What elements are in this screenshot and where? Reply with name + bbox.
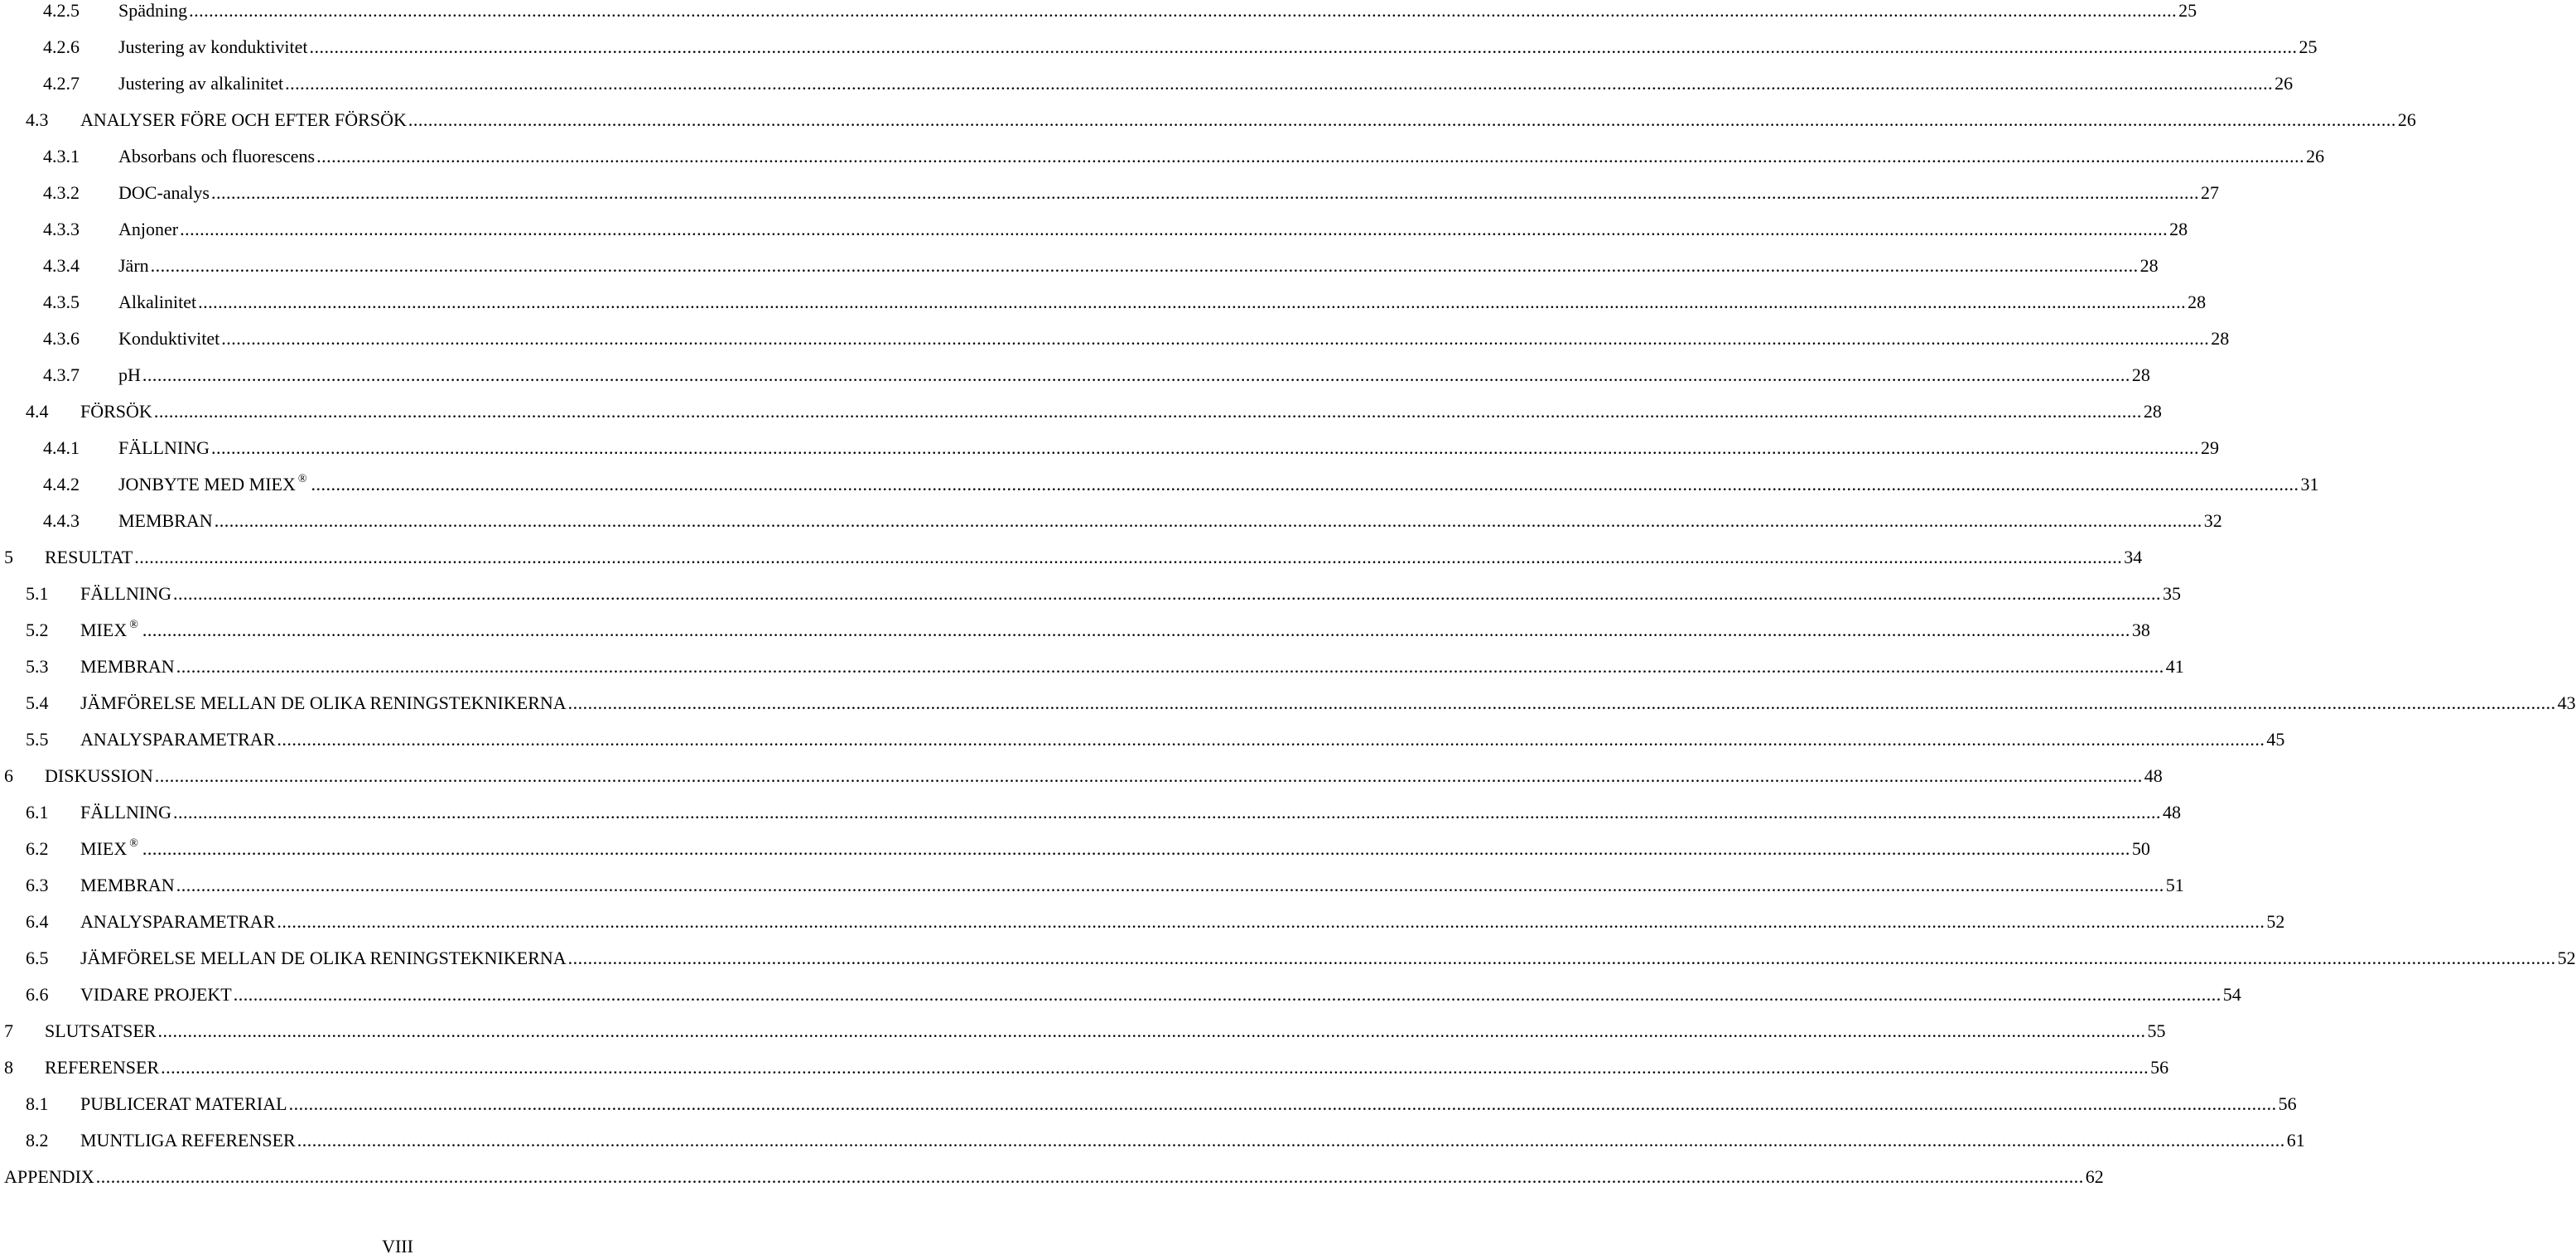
toc-entry-title: REFERENSER — [45, 1057, 160, 1078]
toc-dot-leader: ................................................................................................................................................................................................................................................................................................................................................................................................................ — [173, 583, 2161, 604]
toc-dot-leader: ................................................................................................................................................................................................................................................................................................................................................................................................................ — [214, 510, 2202, 531]
toc-entry-title: Spädning — [118, 0, 188, 21]
toc-entry-number: 4.4 — [26, 401, 49, 422]
toc-dot-leader: ................................................................................................................................................................................................................................................................................................................................................................................................................ — [176, 656, 2164, 677]
toc-entry-number: 5.4 — [26, 692, 49, 713]
toc-entry-line — [118, 211, 2188, 248]
toc-entry[interactable] — [0, 29, 2318, 65]
toc-entry[interactable] — [0, 1013, 2166, 1049]
toc-entry-page: 56 — [2278, 1093, 2297, 1114]
toc-entry-page: 28 — [2188, 292, 2207, 312]
toc-entry-title: ANALYSER FÖRE OCH EFTER FÖRSÖK — [80, 109, 407, 130]
toc-dot-leader: ................................................................................................................................................................................................................................................................................................................................................................................................................ — [95, 1166, 2084, 1187]
toc-entry-number: 5.5 — [26, 729, 49, 750]
toc-entry-line — [80, 576, 2181, 612]
toc-entry-line — [118, 430, 2219, 466]
toc-entry-number: 5.3 — [26, 656, 49, 677]
toc-entry-line — [118, 65, 2294, 102]
toc-dot-leader: ................................................................................................................................................................................................................................................................................................................................................................................................................ — [157, 1020, 2146, 1041]
toc-entry-number: 6.4 — [26, 911, 49, 932]
toc-entry-page: 62 — [2085, 1166, 2104, 1187]
toc-entry-number: 8.1 — [26, 1093, 49, 1114]
toc-dot-leader: ................................................................................................................................................................................................................................................................................................................................................................................................................ — [285, 73, 2274, 94]
toc-entry-number: 6.2 — [26, 838, 49, 859]
toc-entry-page: 56 — [2150, 1057, 2169, 1078]
toc-entry-line — [118, 175, 2219, 211]
toc-entry-page: 29 — [2201, 437, 2219, 458]
toc-entry[interactable] — [0, 831, 2150, 867]
toc-dot-leader: ................................................................................................................................................................................................................................................................................................................................................................................................................ — [198, 292, 2187, 312]
toc-dot-leader: ................................................................................................................................................................................................................................................................................................................................................................................................................ — [189, 0, 2178, 21]
toc-entry-title: FÖRSÖK — [80, 401, 152, 422]
toc-entry-page: 52 — [2266, 911, 2285, 932]
toc-entry-title: Justering av konduktivitet — [118, 36, 308, 57]
toc-entry-title: SLUTSATSER — [45, 1020, 157, 1041]
toc-entry-title: DISKUSSION — [45, 765, 153, 786]
toc-dot-leader: ................................................................................................................................................................................................................................................................................................................................................................................................................ — [233, 984, 2221, 1005]
toc-entry-line — [118, 29, 2318, 65]
toc-entry[interactable] — [0, 466, 2319, 503]
toc-entry-line — [118, 466, 2319, 506]
toc-dot-leader: ................................................................................................................................................................................................................................................................................................................................................................................................................ — [173, 802, 2161, 822]
toc-entry-number: 6.6 — [26, 984, 49, 1005]
toc-entry-page: 41 — [2165, 656, 2184, 677]
toc-entry-page: 35 — [2163, 583, 2181, 604]
toc-entry-page: 48 — [2144, 765, 2163, 786]
toc-dot-leader: ................................................................................................................................................................................................................................................................................................................................................................................................................ — [277, 911, 2265, 932]
toc-entry-line — [80, 649, 2184, 685]
toc-entry[interactable] — [0, 102, 2416, 138]
toc-entry-title: JONBYTE MED MIEX — [118, 474, 296, 494]
toc-entry-number: 4.3.4 — [43, 255, 80, 276]
toc-entry-page: 26 — [2397, 109, 2416, 130]
toc-entry-title: VIDARE PROJEKT — [80, 984, 232, 1005]
toc-entry[interactable] — [0, 284, 2207, 321]
toc-entry-title: DOC-analys — [118, 182, 210, 203]
toc-entry-line — [45, 758, 2163, 794]
toc-entry[interactable] — [0, 612, 2150, 649]
toc-entry-page: 26 — [2275, 73, 2294, 94]
toc-entry-page: 61 — [2286, 1130, 2305, 1150]
toc-entry-line — [80, 1122, 2305, 1159]
toc-dot-leader: ................................................................................................................................................................................................................................................................................................................................................................................................................ — [288, 1093, 2277, 1114]
toc-entry[interactable] — [0, 430, 2219, 466]
toc-entry[interactable] — [0, 649, 2184, 685]
toc-entry-line — [80, 940, 2576, 977]
toc-dot-leader: ................................................................................................................................................................................................................................................................................................................................................................................................................ — [176, 875, 2164, 895]
toc-dot-leader: ................................................................................................................................................................................................................................................................................................................................................................................................................ — [180, 219, 2168, 239]
toc-entry-number: 4.2.5 — [43, 0, 80, 21]
toc-dot-leader: ................................................................................................................................................................................................................................................................................................................................................................................................................ — [297, 1130, 2285, 1150]
toc-entry-page: 26 — [2306, 146, 2325, 166]
toc-dot-leader: ................................................................................................................................................................................................................................................................................................................................................................................................................ — [150, 255, 2139, 276]
toc-entry-title: MEMBRAN — [80, 656, 175, 677]
toc-entry-number: 4.3.7 — [43, 364, 80, 385]
registered-trademark-mark: ® — [129, 837, 138, 850]
toc-entry-line — [80, 102, 2416, 138]
toc-entry-page: 45 — [2266, 729, 2285, 750]
toc-entry-line — [45, 1013, 2166, 1049]
toc-dot-leader: ................................................................................................................................................................................................................................................................................................................................................................................................................ — [154, 765, 2143, 786]
toc-dot-leader: ................................................................................................................................................................................................................................................................................................................................................................................................................ — [277, 729, 2265, 750]
toc-entry[interactable] — [0, 1159, 2104, 1195]
toc-entry-title: Järn — [118, 255, 149, 276]
toc-entry-number: 6 — [4, 765, 13, 786]
toc-entry-line — [118, 248, 2159, 284]
toc-entry-line — [80, 393, 2162, 430]
toc-entry-line — [80, 867, 2184, 904]
toc-entry-page: 48 — [2163, 802, 2181, 822]
toc-entry-number: 5 — [4, 547, 13, 567]
toc-entry-line — [80, 904, 2285, 940]
toc-entry-number: 5.1 — [26, 583, 49, 604]
toc-entry-page: 27 — [2200, 182, 2219, 203]
toc-entry-number: 4.3.6 — [43, 328, 80, 349]
toc-entry[interactable] — [0, 357, 2150, 393]
toc-entry-line — [118, 0, 2197, 29]
toc-dot-leader: ................................................................................................................................................................................................................................................................................................................................................................................................................ — [161, 1057, 2149, 1078]
toc-entry-page: 34 — [2124, 547, 2143, 567]
toc-dot-leader: ................................................................................................................................................................................................................................................................................................................................................................................................................ — [134, 547, 2123, 567]
toc-entry-line — [118, 321, 2230, 357]
toc-entry-number: 4.3.3 — [43, 219, 80, 239]
toc-entry-line — [118, 357, 2150, 393]
toc-entry-title: pH — [118, 364, 141, 385]
toc-entry-title: FÄLLNING — [118, 437, 210, 458]
toc-entry-line — [80, 612, 2150, 652]
toc-entry-number: 4.4.2 — [43, 474, 80, 494]
toc-entry-line — [80, 685, 2576, 721]
toc-entry-title: APPENDIX — [4, 1166, 94, 1187]
toc-dot-leader: ................................................................................................................................................................................................................................................................................................................................................................................................................ — [567, 692, 2556, 713]
toc-entry-number: 6.5 — [26, 948, 49, 968]
toc-entry-title: ANALYSPARAMETRAR — [80, 911, 276, 932]
toc-entry-line — [4, 1159, 2104, 1195]
toc-entry-title: Alkalinitet — [118, 292, 197, 312]
toc-entry-number: 8 — [4, 1057, 13, 1078]
toc-entry-page: 43 — [2557, 692, 2576, 713]
toc-dot-leader: ................................................................................................................................................................................................................................................................................................................................................................................................................ — [153, 401, 2142, 422]
toc-entry-page: 32 — [2203, 510, 2222, 531]
toc-entry-page: 52 — [2557, 948, 2576, 968]
toc-entry-number: 4.2.6 — [43, 36, 80, 57]
toc-dot-leader: ................................................................................................................................................................................................................................................................................................................................................................................................................ — [316, 146, 2305, 166]
toc-entry-title: MEMBRAN — [80, 875, 175, 895]
toc-entry-line — [80, 721, 2285, 758]
toc-entry-title: MIEX — [80, 838, 128, 859]
toc-entry-title: MEMBRAN — [118, 510, 213, 531]
toc-entry-title: Justering av alkalinitet — [118, 73, 284, 94]
toc-entry-line — [80, 1086, 2297, 1122]
toc-entry-title: FÄLLNING — [80, 583, 171, 604]
toc-entry-page: 38 — [2131, 620, 2150, 640]
toc-entry[interactable] — [0, 138, 2325, 175]
toc-entry-number: 4.4.1 — [43, 437, 80, 458]
toc-dot-leader: ................................................................................................................................................................................................................................................................................................................................................................................................................ — [142, 838, 2130, 859]
registered-trademark-mark: ® — [129, 619, 138, 631]
toc-entry[interactable] — [0, 248, 2159, 284]
toc-dot-leader: ................................................................................................................................................................................................................................................................................................................................................................................................................ — [221, 328, 2210, 349]
toc-entry-line — [45, 1049, 2169, 1086]
toc-entry[interactable] — [0, 940, 2576, 977]
toc-entry-number: 4.3 — [26, 109, 49, 130]
toc-entry-line — [80, 831, 2150, 871]
toc-entry[interactable] — [0, 0, 2197, 29]
toc-entry-title: Anjoner — [118, 219, 179, 239]
toc-entry-line — [45, 539, 2143, 576]
toc-entry-title: RESULTAT — [45, 547, 133, 567]
toc-entry-number: 4.3.5 — [43, 292, 80, 312]
toc-entry-page: 28 — [2139, 255, 2159, 276]
toc-entry[interactable] — [0, 393, 2162, 430]
toc-entry-number: 4.3.1 — [43, 146, 80, 166]
toc-entry[interactable] — [0, 576, 2181, 612]
toc-entry[interactable] — [0, 721, 2285, 758]
toc-entry-page: 55 — [2147, 1020, 2166, 1041]
toc-entry[interactable] — [0, 794, 2181, 831]
toc-entry[interactable] — [0, 539, 2143, 576]
toc-entry-title: JÄMFÖRELSE MELLAN DE OLIKA RENINGSTEKNIKERNA — [80, 948, 567, 968]
toc-dot-leader: ................................................................................................................................................................................................................................................................................................................................................................................................................ — [142, 364, 2130, 385]
toc-entry-page: 54 — [2222, 984, 2241, 1005]
toc-entry-title: ANALYSPARAMETRAR — [80, 729, 276, 750]
toc-entry[interactable] — [0, 175, 2219, 211]
toc-dot-leader: ................................................................................................................................................................................................................................................................................................................................................................................................................ — [309, 36, 2298, 57]
toc-dot-leader: ................................................................................................................................................................................................................................................................................................................................................................................................................ — [211, 437, 2199, 458]
toc-entry-number: 4.4.3 — [43, 510, 80, 531]
toc-entry-line — [118, 503, 2222, 539]
toc-entry-number: 7 — [4, 1020, 13, 1041]
registered-trademark-mark: ® — [297, 473, 307, 485]
toc-entry-page: 28 — [2211, 328, 2230, 349]
toc-entry-line — [118, 138, 2325, 175]
toc-entry-title: MUNTLIGA REFERENSER — [80, 1130, 296, 1150]
toc-entry-number: 6.1 — [26, 802, 49, 822]
toc-entry-title: Absorbans och fluorescens — [118, 146, 316, 166]
toc-entry[interactable] — [0, 211, 2188, 248]
toc-entry[interactable] — [0, 977, 2241, 1013]
page-number: VIII — [382, 1236, 413, 1257]
toc-dot-leader: ................................................................................................................................................................................................................................................................................................................................................................................................................ — [408, 109, 2396, 130]
toc-entry-line — [80, 977, 2241, 1013]
toc-entry-number: 4.2.7 — [43, 73, 80, 94]
toc-entry-title: PUBLICERAT MATERIAL — [80, 1093, 287, 1114]
toc-dot-leader: ................................................................................................................................................................................................................................................................................................................................................................................................................ — [142, 620, 2130, 640]
toc-entry-page: 50 — [2131, 838, 2150, 859]
toc-entry[interactable] — [0, 758, 2163, 794]
toc-entry-page: 28 — [2131, 364, 2150, 385]
toc-entry-page: 25 — [2178, 0, 2197, 21]
toc-entry[interactable] — [0, 1086, 2297, 1122]
toc-entry[interactable] — [0, 904, 2285, 940]
toc-entry-page: 28 — [2143, 401, 2162, 422]
toc-dot-leader: ................................................................................................................................................................................................................................................................................................................................................................................................................ — [311, 474, 2299, 494]
toc-dot-leader: ................................................................................................................................................................................................................................................................................................................................................................................................................ — [567, 948, 2556, 968]
toc-entry[interactable] — [0, 321, 2230, 357]
toc-entry[interactable] — [0, 867, 2184, 904]
toc-entry-title: MIEX — [80, 620, 128, 640]
toc-entry-page: 51 — [2165, 875, 2184, 895]
toc-entry[interactable] — [0, 1122, 2305, 1159]
toc-entry[interactable] — [0, 503, 2222, 539]
toc-entry[interactable] — [0, 1049, 2169, 1086]
toc-entry-number: 6.3 — [26, 875, 49, 895]
toc-entry-number: 4.3.2 — [43, 182, 80, 203]
toc-entry-line — [80, 794, 2181, 831]
toc-entry-title: FÄLLNING — [80, 802, 171, 822]
toc-entry-line — [118, 284, 2207, 321]
toc-entry-page: 28 — [2169, 219, 2188, 239]
toc-entry-page: 25 — [2299, 36, 2318, 57]
toc-entry-number: 5.2 — [26, 620, 49, 640]
toc-entry-number: 8.2 — [26, 1130, 49, 1150]
toc-entry[interactable] — [0, 685, 2576, 721]
toc-entry[interactable] — [0, 65, 2294, 102]
toc-dot-leader: ................................................................................................................................................................................................................................................................................................................................................................................................................ — [210, 182, 2199, 203]
toc-entry-title: Konduktivitet — [118, 328, 220, 349]
toc-entry-title: JÄMFÖRELSE MELLAN DE OLIKA RENINGSTEKNIKERNA — [80, 692, 567, 713]
toc-entry-page: 31 — [2300, 474, 2319, 494]
